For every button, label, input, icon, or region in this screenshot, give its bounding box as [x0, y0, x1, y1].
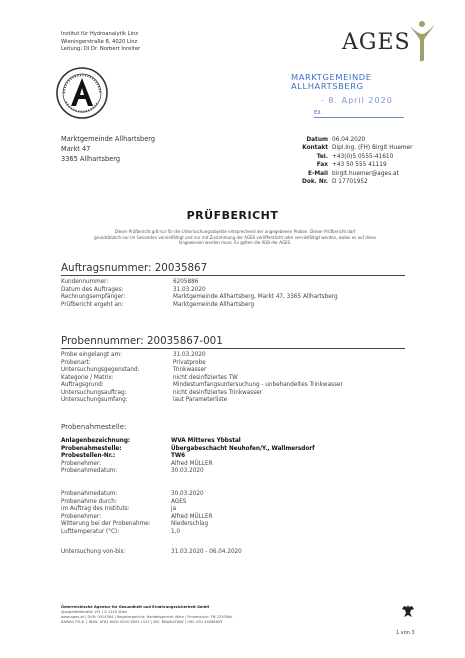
order-row [61, 287, 338, 295]
sampling-value: Alfred MÜLLER [171, 513, 213, 520]
page-title: PRÜFBERICHT [186, 209, 279, 222]
analysis-period [61, 549, 242, 557]
site-key: Probenahmedatum: [61, 468, 118, 474]
sample-row [61, 367, 343, 375]
contact-key: Tel. [316, 153, 328, 160]
sampling-row [61, 514, 213, 522]
intro-line: hingewiesen werden muss. Es gelten die AGB der AGES. [178, 240, 292, 245]
contact-row [280, 136, 413, 144]
sample-value: laut Parameterliste [173, 397, 228, 403]
sample-key: Kategorie / Matrix: [61, 374, 114, 381]
order-key: Kundennummer: [61, 279, 109, 285]
contact-row [280, 144, 413, 152]
recipient-address [61, 134, 155, 164]
sampling-row [61, 499, 213, 507]
person-figure-icon [408, 20, 438, 64]
sample-value: Mindestumfangsuntersuchung - unbehandeltes Trinkwasser [173, 382, 343, 388]
stamp-date: - 8. April 2020 [321, 96, 393, 105]
order-key: Rechnungsempfänger: [61, 294, 126, 300]
contact-row [280, 161, 413, 169]
contact-row [280, 170, 413, 178]
received-stamp [291, 72, 401, 105]
contact-key: E-Mail [307, 170, 328, 177]
divider [61, 348, 405, 349]
site-row [61, 468, 315, 476]
sampling-value: AGES [171, 498, 187, 505]
divider [61, 275, 405, 276]
logo-text: AGES [342, 30, 411, 55]
sampling-row [61, 506, 213, 514]
order-value: 6205886 [173, 279, 199, 285]
site-value: Alfred MÜLLER [171, 460, 213, 467]
institute-name: Institut für Hydroanalytik Linz [61, 31, 138, 37]
sample-key: Untersuchungsumfang: [61, 397, 128, 403]
accreditation-seal-icon [55, 66, 109, 120]
order-value: 31.03.2020 [173, 286, 206, 293]
intro-line: Dieser Prüfbericht gilt nur für die Untersuchungsobjekte entsprechend der angegebenen Proben. Dieser Prüfbericht darf [114, 229, 356, 234]
period-row [61, 549, 242, 557]
contact-value: +43(0)5 0555-41610 [332, 153, 394, 160]
sample-value: nicht desinfiziertes Trinkwasser [173, 389, 263, 396]
site-value: 30.03.2020 [171, 468, 204, 474]
sample-key: Probenart: [61, 359, 91, 366]
sampling-value: 1,0 [171, 528, 181, 535]
sample-value: Trinkwasser [173, 367, 207, 373]
footer-line: BAWAG P.S.K. | IBAN: AT81 6000 0000 9605 1512 | BIC: BAWAATWW | UID: ATU 54088605 [61, 620, 223, 624]
site-details [61, 438, 315, 476]
sample-row [61, 390, 343, 398]
contact-row [280, 153, 413, 161]
footer-company: Österreichische Agentur für Gesundheit und Ernährungssicherheit GmbH [61, 605, 210, 609]
intro-line: grundsätzlich nur im Gesamten vervielfältigt und nur mit Zustimmung der AGES veröffentlicht oder vervielfältigt werden, wobei es auf diese [94, 234, 376, 240]
site-row [61, 438, 315, 446]
institute-block [61, 31, 140, 54]
site-key: Probestellen-Nr.: [61, 453, 116, 459]
stamp-field [314, 110, 404, 118]
order-row [61, 294, 338, 302]
contact-value: Dipl.Ing. (FH) Birgit Huemer [332, 145, 413, 152]
stamp-field-label: Eil. [314, 110, 323, 116]
sampling-key: im Auftrag des Instituts: [61, 506, 130, 512]
contact-key: Dok. Nr. [302, 179, 328, 186]
period-value: 31.03.2020 - 06.04.2020 [171, 549, 242, 555]
order-key: Datum des Auftrages: [61, 286, 124, 293]
austrian-eagle-icon [400, 604, 416, 618]
recipient-line: Marktgemeinde Allhartsberg [61, 135, 156, 143]
sampling-key: Probenahme durch: [61, 498, 117, 505]
site-row [61, 453, 315, 461]
sampling-value: ja [171, 506, 177, 512]
contact-key: Fax [316, 162, 328, 169]
sampling-key: Probenahmedatum: [61, 491, 118, 497]
contact-row [280, 178, 413, 186]
page-number: 1 von 3 [396, 630, 415, 636]
site-key: Anlagenbezeichnung: [61, 438, 131, 444]
sampling-row [61, 529, 213, 537]
sample-row [61, 375, 343, 383]
order-heading: Auftragsnummer: 20035867 [61, 262, 208, 274]
sampling-row [61, 491, 213, 499]
recipient-line: 3365 Allhartsberg [61, 155, 121, 163]
order-value: Marktgemeinde Allhartsberg [173, 301, 255, 308]
order-row [61, 279, 338, 287]
site-value: WVA Mitteres Ybbstal [171, 438, 241, 444]
sampling-row [61, 521, 213, 529]
contact-key: Kontakt [302, 145, 328, 152]
site-value: Übergabeschacht Neuhofen/Y., Wallmersdorf [171, 445, 315, 452]
contact-value: 06.04.2020 [332, 137, 366, 143]
ages-logo [338, 20, 438, 64]
site-key: Probenehmer: [61, 460, 102, 467]
sampling-key: Probenehmer: [61, 513, 102, 520]
contact-value[interactable]: birgit.huemer@ages.at [332, 170, 399, 177]
site-row [61, 461, 315, 469]
sampling-key: Witterung bei der Probenahme: [61, 521, 151, 527]
sampling-details [61, 491, 213, 536]
sampling-value: Niederschlag [171, 521, 209, 527]
site-heading: Probenahmestelle: [61, 423, 127, 431]
site-row [61, 446, 315, 454]
sample-key: Probe eingelangt am: [61, 352, 122, 358]
order-value: Marktgemeinde Allhartsberg, Markt 47, 3365 Allhartsberg [173, 294, 338, 300]
contact-value: +43 50 555 41119 [332, 162, 387, 169]
institute-head: Leitung: DI Dr. Norbert Inreiter [61, 46, 141, 52]
contact-key: Datum [306, 137, 328, 143]
site-key: Probenahmestelle: [61, 445, 122, 452]
sample-value: nicht desinfiziertes TW [173, 374, 238, 381]
order-row [61, 302, 338, 310]
site-value: TW6 [171, 453, 186, 459]
footer-line: www.ages.at | DVR: 0014584 | Registergericht: Handelsgericht Wien | Firmenbuch: FN 223056z [61, 615, 233, 619]
sample-key: Untersuchungsauftrag: [61, 389, 127, 396]
sampling-value: 30.03.2020 [171, 491, 204, 497]
sampling-key: Lufttemperatur (°C): [61, 528, 120, 535]
order-key: Prüfbericht ergeht an: [61, 301, 124, 308]
sample-row [61, 352, 343, 360]
sample-details [61, 352, 343, 405]
stamp-line-1: MARKTGEMEINDE [291, 72, 372, 82]
footer-line: Spargelfeldstraße 191 | A 1220 Wien [61, 610, 128, 614]
sample-row [61, 382, 343, 390]
contact-value: D 17701952 [332, 179, 368, 186]
institute-street: Wieningerstraße 8, 4020 Linz [61, 38, 138, 45]
sample-key: Untersuchungsgegenstand: [61, 367, 140, 373]
contact-block [280, 136, 413, 186]
sample-value: 31.03.2020 [173, 352, 206, 358]
period-key: Untersuchung von-bis: [61, 549, 126, 555]
stamp-line-2: ALLHARTSBERG [291, 81, 364, 91]
order-details [61, 279, 338, 309]
sample-heading: Probennummer: 20035867-001 [61, 335, 223, 347]
sample-key: Auftragsgrund: [61, 382, 104, 388]
intro-text [70, 229, 400, 246]
sample-row [61, 397, 343, 405]
footer [61, 605, 232, 625]
recipient-line: Markt 47 [61, 145, 91, 153]
sample-value: Privatprobe [173, 359, 206, 366]
sample-row [61, 360, 343, 368]
